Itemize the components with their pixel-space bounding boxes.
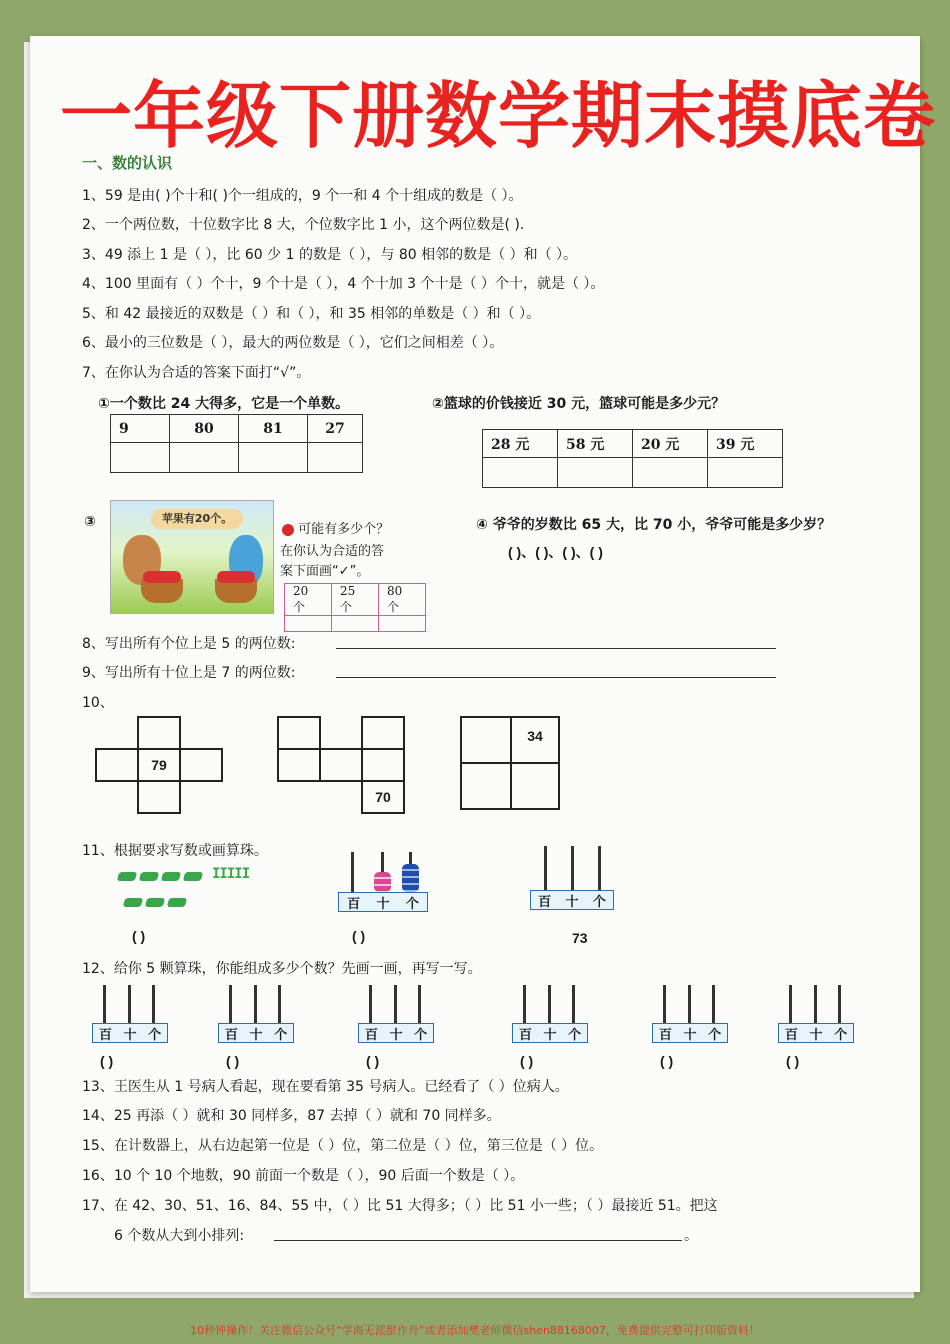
q7-part3-text1: 可能有多少个？ bbox=[298, 522, 390, 537]
grid-cell[interactable] bbox=[277, 716, 321, 750]
abacus-rod bbox=[598, 846, 601, 890]
question-5: 5、和 42 最接近的双数是（ ）和（ ），和 35 相邻的单数是（ ）和（ ）。 bbox=[82, 306, 541, 322]
section-heading: 一、数的认识 bbox=[82, 154, 173, 172]
question-9: 9、写出所有十位上是 7 的两位数: bbox=[82, 665, 296, 681]
question-3: 3、49 添上 1 是（ ），比 60 少 1 的数是（ ），与 80 相邻的数是（ ）和（ ）。 bbox=[82, 247, 578, 263]
q7-option-cell: 28 元 bbox=[483, 430, 558, 458]
grid-cell[interactable] bbox=[137, 716, 181, 750]
abacus-rod bbox=[571, 846, 574, 890]
q7-part2-table bbox=[482, 429, 783, 488]
grid-cell[interactable] bbox=[277, 748, 321, 782]
q7-answer-cell[interactable] bbox=[170, 443, 239, 473]
grid-cell[interactable] bbox=[361, 716, 405, 750]
question-1: 1、59 是由( )个十和( )个一组成的，9 个一和 4 个十组成的数是（ ）。 bbox=[82, 188, 523, 204]
grid-cell[interactable] bbox=[460, 762, 512, 810]
abacus-base: 百 十 个 bbox=[530, 890, 614, 910]
q7-option-cell: 80 个 bbox=[379, 584, 426, 616]
q7-option-cell: 39 元 bbox=[708, 430, 783, 458]
ten-bundle-icons bbox=[124, 898, 186, 907]
grid-cell[interactable] bbox=[319, 748, 363, 782]
grid-cell-70: 70 bbox=[361, 780, 405, 814]
question-16: 16、10 个 10 个地数，90 前面一个数是（ ），90 后面一个数是（ ）。 bbox=[82, 1168, 525, 1184]
q7-part1-prompt: ①一个数比 24 大得多，它是一个单数。 bbox=[98, 396, 350, 412]
q7-option-cell: 9 bbox=[111, 415, 170, 443]
q7-option-cell: 27 bbox=[308, 415, 363, 443]
bead-stack-ones bbox=[402, 864, 419, 892]
monkey-cat-apples-illustration bbox=[110, 500, 274, 614]
apple-basket-icon bbox=[141, 579, 183, 603]
abacus-rod bbox=[394, 985, 397, 1023]
abacus-rod bbox=[544, 846, 547, 890]
question-14: 14、25 再添（ ）就和 30 同样多，87 去掉（ ）就和 70 同样多。 bbox=[82, 1108, 501, 1124]
question-6: 6、最小的三位数是（ ），最大的两位数是（ ），它们之间相差（ ）。 bbox=[82, 335, 504, 351]
abacus-rod bbox=[572, 985, 575, 1023]
question-13: 13、王医生从 1 号病人看起，现在要看第 35 号病人。已经看了（ ）位病人。 bbox=[82, 1079, 569, 1095]
q12-answer-5[interactable]: ( ) bbox=[660, 1053, 674, 1069]
abacus-base[interactable]: 百 十 个 bbox=[218, 1023, 294, 1043]
q7-answer-cell[interactable] bbox=[239, 443, 308, 473]
q9-answer-line[interactable] bbox=[336, 677, 776, 678]
q12-answer-3[interactable]: ( ) bbox=[366, 1053, 380, 1069]
q7-option-cell: 81 bbox=[239, 415, 308, 443]
grid-cell[interactable] bbox=[179, 748, 223, 782]
q7-option-cell: 58 元 bbox=[558, 430, 633, 458]
abacus-rod bbox=[712, 985, 715, 1023]
abacus-rod bbox=[152, 985, 155, 1023]
q7-answer-cell[interactable] bbox=[708, 458, 783, 488]
abacus-rod bbox=[418, 985, 421, 1023]
abacus-base[interactable]: 百 十 个 bbox=[512, 1023, 588, 1043]
q7-answer-cell[interactable] bbox=[483, 458, 558, 488]
abacus-rod bbox=[789, 985, 792, 1023]
grid-cell[interactable] bbox=[460, 716, 512, 764]
q11-value-73: 73 bbox=[572, 930, 588, 946]
q11-answer-2[interactable]: ( ) bbox=[352, 928, 366, 944]
abacus-rod bbox=[663, 985, 666, 1023]
q12-answer-1[interactable]: ( ) bbox=[100, 1053, 114, 1069]
abacus-base[interactable]: 百 十 个 bbox=[92, 1023, 168, 1043]
abacus-rod bbox=[814, 985, 817, 1023]
sign-text: 苹果有20个。 bbox=[151, 509, 243, 529]
q7-part2-prompt: ②篮球的价钱接近 30 元，篮球可能是多少元？ bbox=[432, 396, 726, 412]
question-11: 11、根据要求写数或画算珠。 bbox=[82, 843, 268, 859]
abacus-base[interactable]: 百 十 个 bbox=[358, 1023, 434, 1043]
ten-bundle-icons bbox=[118, 872, 202, 881]
q7-part4-blanks: ( )、( )、( )、( ) bbox=[508, 544, 603, 560]
question-7: 7、在你认为合适的答案下面打“√”。 bbox=[82, 365, 311, 381]
q7-part3-label: ③ bbox=[84, 514, 96, 530]
q7-option-cell: 80 bbox=[170, 415, 239, 443]
q7-answer-cell[interactable] bbox=[633, 458, 708, 488]
question-17-cont: 6 个数从大到小排列: bbox=[114, 1228, 245, 1244]
q12-answer-6[interactable]: ( ) bbox=[786, 1053, 800, 1069]
q7-answer-cell[interactable] bbox=[379, 616, 426, 632]
abacus-rod bbox=[838, 985, 841, 1023]
question-4: 4、100 里面有（ ）个十，9 个十是（ ），4 个十加 3 个十是（ ）个十，就是（ ）。 bbox=[82, 276, 605, 292]
q7-option-cell: 25 个 bbox=[332, 584, 379, 616]
q7-answer-cell[interactable] bbox=[111, 443, 170, 473]
q7-part3-line1 bbox=[282, 518, 389, 537]
grid-cell-79: 79 bbox=[137, 748, 181, 782]
q7-answer-cell[interactable] bbox=[558, 458, 633, 488]
q7-answer-cell[interactable] bbox=[285, 616, 332, 632]
question-2: 2、一个两位数，十位数字比 8 大，个位数字比 1 小，这个两位数是( ). bbox=[82, 217, 525, 233]
abacus-rod bbox=[278, 985, 281, 1023]
footer-promo-text: 10秒钟操作！关注微信公众号“学海无涯甜作舟”或者添加樊老师微信shen88168007，免费提供完整可打印版资料！ bbox=[190, 1324, 760, 1337]
q17-period: 。 bbox=[684, 1228, 698, 1244]
abacus-rod bbox=[688, 985, 691, 1023]
abacus-base: 百 十 个 bbox=[338, 892, 428, 912]
bead-stack-tens bbox=[374, 872, 391, 892]
q12-answer-2[interactable]: ( ) bbox=[226, 1053, 240, 1069]
grid-cell[interactable] bbox=[361, 748, 405, 782]
q7-answer-cell[interactable] bbox=[308, 443, 363, 473]
q7-part3-line2: 在你认为合适的答 bbox=[280, 544, 385, 559]
question-12: 12、给你 5 颗算珠，你能组成多少个数？先画一画，再写一写。 bbox=[82, 961, 482, 977]
question-8: 8、写出所有个位上是 5 的两位数: bbox=[82, 636, 296, 652]
grid-cell[interactable] bbox=[95, 748, 139, 782]
question-10: 10、 bbox=[82, 695, 114, 711]
q11-answer-1[interactable]: ( ) bbox=[132, 928, 146, 944]
q7-option-cell: 20 个 bbox=[285, 584, 332, 616]
single-sticks: IIIII bbox=[212, 866, 250, 882]
abacus-rod bbox=[128, 985, 131, 1023]
abacus-rod bbox=[229, 985, 232, 1023]
abacus-rod bbox=[548, 985, 551, 1023]
abacus-rod bbox=[254, 985, 257, 1023]
grid-cell-34: 34 bbox=[510, 716, 560, 764]
q7-part3-table bbox=[284, 583, 426, 632]
q7-part1-table bbox=[110, 414, 363, 473]
q7-part3-line3: 案下面画“✓”。 bbox=[280, 564, 370, 579]
q7-answer-cell[interactable] bbox=[332, 616, 379, 632]
grid-cell[interactable] bbox=[137, 780, 181, 814]
question-15: 15、在计数器上，从右边起第一位是（ ）位，第二位是（ ）位，第三位是（ ）位。 bbox=[82, 1138, 604, 1154]
abacus-rod bbox=[369, 985, 372, 1023]
apple-basket-icon bbox=[215, 579, 257, 603]
q7-option-cell: 20 元 bbox=[633, 430, 708, 458]
grid-cell[interactable] bbox=[510, 762, 560, 810]
q7-part4-prompt: ④ 爷爷的岁数比 65 大，比 70 小，爷爷可能是多少岁？ bbox=[476, 517, 832, 533]
q17-answer-line[interactable] bbox=[274, 1240, 682, 1241]
abacus-rod bbox=[523, 985, 526, 1023]
q12-answer-4[interactable]: ( ) bbox=[520, 1053, 534, 1069]
abacus-base[interactable]: 百 十 个 bbox=[778, 1023, 854, 1043]
apple-icon bbox=[282, 524, 294, 536]
abacus-base[interactable]: 百 十 个 bbox=[652, 1023, 728, 1043]
question-17: 17、在 42、30、51、16、84、55 中，（ ）比 51 大得多；（ ）比 51 小一些；（ ）最接近 51。把这 bbox=[82, 1198, 718, 1214]
q8-answer-line[interactable] bbox=[336, 648, 776, 649]
abacus-rod bbox=[351, 852, 354, 892]
page-title: 一年级下册数学期末摸底卷 bbox=[60, 74, 937, 158]
abacus-rod bbox=[103, 985, 106, 1023]
